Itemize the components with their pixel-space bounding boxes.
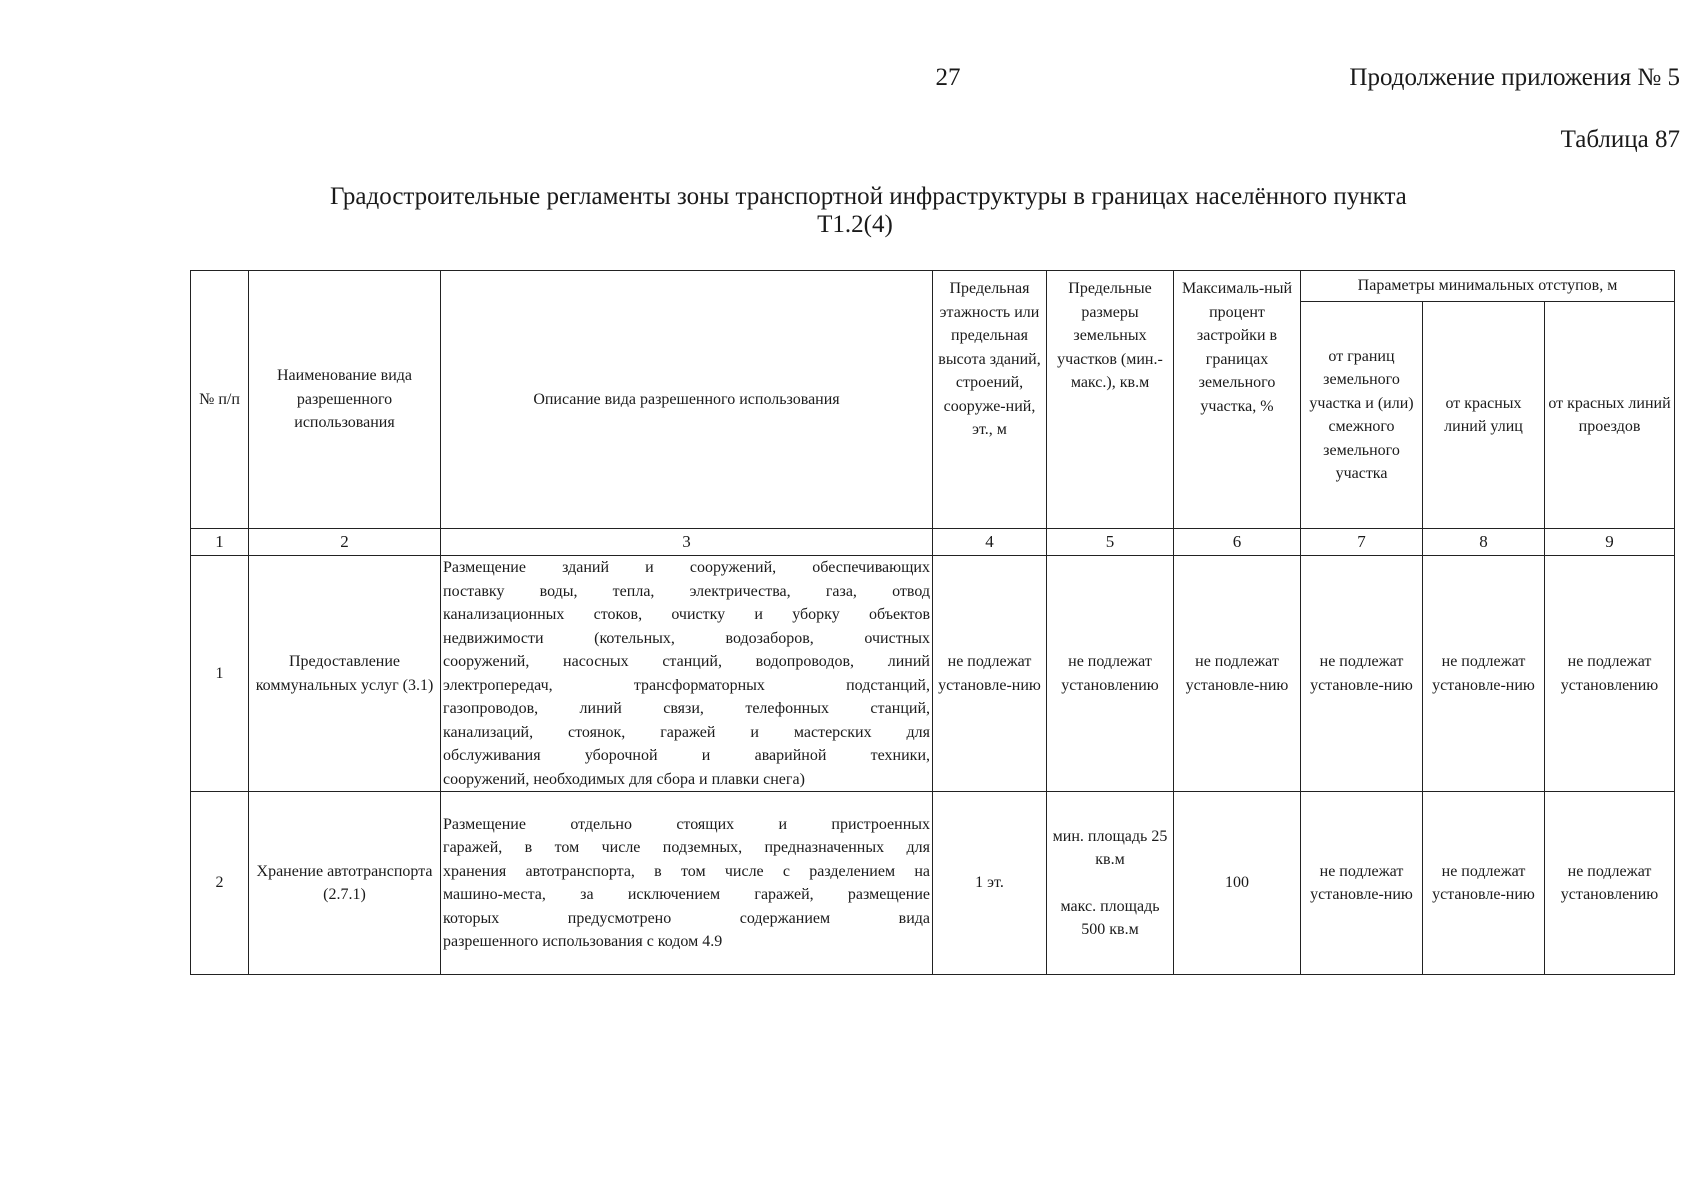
setback-plot-value: не подлежат установле-нию [1301,556,1423,792]
header-col-plot-size: Предельные размеры земельных участков (мин.-макс.), кв.м [1047,271,1174,529]
description-line: электропередач, трансформаторных подстанций, [443,676,930,694]
header-col-name: Наименование вида разрешенного использования [249,271,441,529]
build-percent-value: не подлежат установле-нию [1174,556,1301,792]
document-title [330,183,1407,239]
column-number-row [191,529,1675,556]
use-description [441,792,933,975]
header-col-build-percent: Максималь-ный процент застройки в границах земельного участка, % [1174,271,1301,529]
plot-size-min: мин. площадь 25 кв.м [1052,827,1168,868]
table-row [191,556,1675,792]
use-name: Предоставление коммунальных услуг (3.1) [249,556,441,792]
description-line: Размещение отдельно стоящих и пристроенных [443,815,930,833]
header-col-setback-passages: от красных линий проездов [1545,302,1675,529]
column-number: 7 [1301,529,1423,556]
column-number: 8 [1423,529,1545,556]
column-number: 1 [191,529,249,556]
description-line: обслуживания уборочной и аварийной техники, [443,747,930,764]
column-number: 2 [249,529,441,556]
title-line-2: Т1.2(4) [817,211,893,238]
description-line: гаражей, в том числе подземных, предназначенных для [443,839,930,856]
setback-streets-value: не подлежат установле-нию [1423,556,1545,792]
description-line: хранения автотранспорта, в том числе с разделением на [443,862,930,880]
column-number: 9 [1545,529,1675,556]
setback-passages-value: не подлежат установлению [1545,792,1675,975]
plot-size-max: макс. площадь 500 кв.м [1060,897,1160,938]
plot-size-value [1047,792,1174,975]
description-line: разрешенного использования с кодом 4.9 [443,933,723,950]
description-line: сооружений, насосных станций, водопроводов, линий [443,653,930,670]
build-percent-value: 100 [1174,792,1301,975]
max-height-value: не подлежат установле-нию [933,556,1047,792]
setback-plot-value: не подлежат установле-нию [1301,792,1423,975]
table-row [191,792,1675,975]
description-line: канализаций, стоянок, гаражей и мастерских для [443,723,930,741]
description-line: машино-места, за исключением гаражей, размещение [443,886,930,903]
max-height-value: 1 эт. [933,792,1047,975]
description-line: сооружений, необходимых для сбора и плавки снега) [443,770,805,788]
description-line: Размещение зданий и сооружений, обеспечивающих [443,559,930,576]
title-line-1: Градостроительные регламенты зоны транспортной инфраструктуры в границах населённого пункта [330,183,1407,210]
plot-size-value: не подлежат установлению [1047,556,1174,792]
appendix-note: Продолжение приложения № 5 [1349,64,1680,91]
setback-streets-value: не подлежат установле-нию [1423,792,1545,975]
column-number: 6 [1174,529,1301,556]
row-number: 1 [191,556,249,792]
setback-passages-value: не подлежат установлению [1545,556,1675,792]
column-number: 5 [1047,529,1174,556]
use-name: Хранение автотранспорта (2.7.1) [249,792,441,975]
row-number: 2 [191,792,249,975]
header-col-height: Предельная этажность или предельная высота зданий, строений, сооруже-ний, эт., м [933,271,1047,529]
description-line: недвижимости (котельных, водозаборов, очистных [443,629,930,647]
column-number: 3 [441,529,933,556]
regulations-table [190,270,1675,975]
header-col-setback-plot: от границ земельного участка и (или) смежного земельного участка [1301,302,1423,529]
page-number: 27 [935,64,961,91]
column-number: 4 [933,529,1047,556]
description-line: канализационных стоков, очистку и уборку объектов [443,606,930,623]
use-description [441,556,933,792]
header-col-setback-streets: от красных линий улиц [1423,302,1545,529]
header-col-description: Описание вида разрешенного использования [441,271,933,529]
header-group-setbacks: Параметры минимальных отступов, м [1301,271,1675,302]
header-col-number: № п/п [191,271,249,529]
description-line: газопроводов, линий связи, телефонных станций, [443,700,930,717]
description-line: которых предусмотрено содержанием вида [443,909,930,927]
description-line: поставку воды, тепла, электричества, газа, отвод [443,582,930,600]
table-number: Таблица 87 [1560,126,1680,153]
